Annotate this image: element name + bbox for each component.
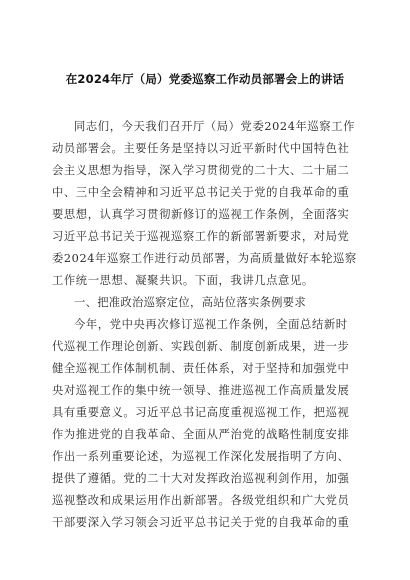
paragraph-1-line-8: 工作统一思想、凝聚共识。下面，我讲几点意见。 (52, 274, 314, 287)
paragraph-2-line-6: 作为推进党的自我革命、全面从严治党的战略性制度安排 (52, 428, 350, 441)
paragraph-1-line-6: 习近平总书记关于巡视巡察工作的新部署新要求，对局党 (52, 230, 350, 243)
paragraph-2-line-5: 具有重要意义。习近平总书记高度重视巡视工作，把巡视 (52, 406, 350, 419)
paragraph-1-line-3: 会主义思想为指导，深入学习贯彻党的二十大、二十届二 (52, 164, 350, 177)
paragraph-1-line-4: 中、三中全会精神和习近平总书记关于党的自我革命的重 (52, 186, 350, 199)
paragraph-2-line-8: 提供了遵循。党的二十大对发挥政治巡视利剑作用，加强 (52, 472, 350, 485)
document-title: 在2024年厅（局）党委巡察工作动员部署会上的讲话 (65, 72, 345, 86)
paragraph-1-line-1: 同志们，今天我们召开厅（局）党委2024年巡察工作 (74, 120, 355, 133)
paragraph-2-line-9: 巡视整改和成果运用作出新部署。各级党组织和广大党员 (52, 494, 350, 507)
paragraph-1-line-2: 动员部署会。主要任务是坚持以习近平新时代中国特色社 (52, 142, 350, 155)
paragraph-2-line-4: 央对巡视工作的集中统一领导、推进巡视工作高质量发展 (52, 384, 350, 397)
paragraph-1-line-5: 要思想，认真学习贯彻新修订的巡视工作条例，全面落实 (52, 208, 350, 221)
paragraph-2-line-3: 健全巡视工作体制机制、责任体系，对于坚持和加强党中 (52, 362, 350, 375)
paragraph-1-line-7: 委2024年巡察工作进行动员部署，为高质量做好本轮巡察 (52, 252, 357, 265)
paragraph-2-line-7: 作出一系列重要论述，为巡视工作深化发展指明了方向、 (52, 450, 350, 463)
paragraph-2-line-1: 今年，党中央再次修订巡视工作条例，全面总结新时 (74, 318, 348, 331)
paragraph-2-line-10: 干部要深入学习领会习近平总书记关于党的自我革命的重 (52, 516, 350, 529)
paragraph-2-line-2: 代巡视工作理论创新、实践创新、制度创新成果，进一步 (52, 340, 350, 353)
section-heading: 一、把准政治巡察定位，高站位落实条例要求 (74, 296, 306, 309)
